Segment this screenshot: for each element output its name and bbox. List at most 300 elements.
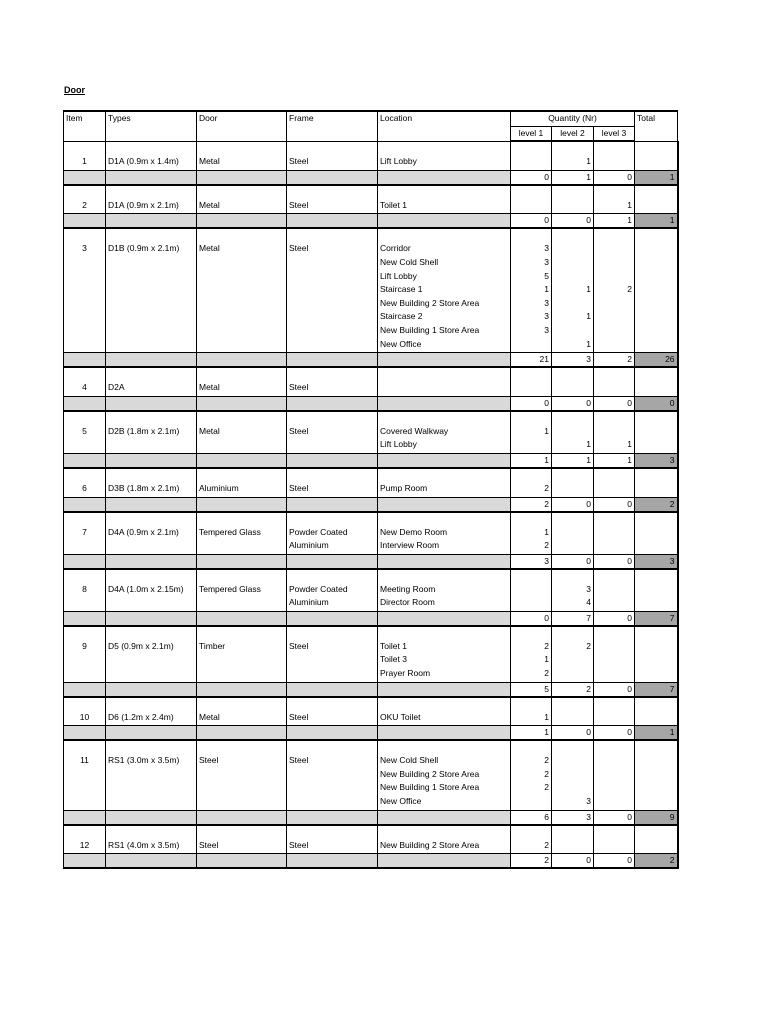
level-2-qty	[552, 411, 594, 454]
location-name: New Cold Shell	[380, 755, 439, 766]
subtotal-blank	[197, 353, 287, 368]
total-cell	[635, 411, 678, 454]
qty-value: 2	[544, 839, 549, 850]
qty-value	[596, 242, 632, 256]
location-list	[378, 468, 511, 497]
level-1-qty	[511, 411, 552, 454]
location-name: Toilet 1	[380, 199, 407, 210]
subtotal-total: 0	[635, 396, 678, 411]
subtotal-blank	[106, 726, 197, 741]
qty-value	[596, 768, 632, 782]
level-3-qty	[594, 512, 635, 555]
location-name: Staircase 1	[380, 284, 423, 295]
item-number: 3	[64, 228, 106, 352]
location-name: Meeting Room	[380, 583, 436, 594]
level-3-qty	[594, 411, 635, 454]
table-row	[64, 626, 678, 682]
subtotal-level-1: 6	[511, 810, 552, 825]
frame-material	[287, 468, 378, 497]
qty-value	[554, 482, 591, 496]
location-name: New Building 2 Store Area	[380, 297, 480, 308]
subtotal-row	[64, 453, 678, 468]
subtotal-level-3: 0	[594, 726, 635, 741]
qty-value: 2	[544, 668, 549, 679]
location-name: Lift Lobby	[380, 155, 417, 166]
subtotal-blank	[287, 453, 378, 468]
location-name: New Office	[380, 796, 422, 807]
subtotal-blank	[378, 611, 511, 626]
subtotal-blank	[287, 810, 378, 825]
subtotal-level-3: 0	[594, 554, 635, 569]
subtotal-total: 3	[635, 453, 678, 468]
qty-value: 1	[544, 425, 549, 436]
subtotal-level-1: 3	[511, 554, 552, 569]
subtotal-level-2: 1	[552, 170, 594, 185]
qty-value	[513, 438, 549, 452]
level-1-qty	[511, 697, 552, 726]
subtotal-blank	[106, 170, 197, 185]
subtotal-blank	[64, 170, 106, 185]
location-name: New Building 1 Store Area	[380, 324, 480, 335]
header-location: Location	[378, 111, 511, 141]
subtotal-blank	[197, 396, 287, 411]
subtotal-total: 1	[635, 214, 678, 229]
frame-line: Aluminium	[289, 597, 329, 608]
qty-value: 4	[586, 597, 591, 608]
qty-value	[596, 324, 632, 338]
header-level-2: level 2	[552, 126, 594, 141]
location-list	[378, 228, 511, 352]
total-cell	[635, 141, 678, 170]
qty-value	[554, 653, 591, 667]
level-2-qty	[552, 626, 594, 682]
total-cell	[635, 825, 678, 854]
qty-value	[554, 781, 591, 795]
location-name: Interview Room	[380, 540, 440, 551]
subtotal-blank	[197, 554, 287, 569]
subtotal-level-3: 0	[594, 497, 635, 512]
subtotal-row	[64, 554, 678, 569]
level-1-qty	[511, 468, 552, 497]
door-type: D1B (0.9m x 2.1m)	[106, 228, 197, 352]
door-material: Steel	[197, 740, 287, 810]
location-name: Director Room	[380, 597, 435, 608]
subtotal-level-1: 0	[511, 611, 552, 626]
location-list	[378, 512, 511, 555]
location-name: Prayer Room	[380, 668, 431, 679]
header-level-3: level 3	[594, 126, 635, 141]
qty-value	[596, 795, 632, 809]
subtotal-level-3: 0	[594, 396, 635, 411]
level-2-qty	[552, 569, 594, 612]
subtotal-blank	[64, 810, 106, 825]
level-1-qty	[511, 141, 552, 170]
subtotal-blank	[378, 682, 511, 697]
subtotal-blank	[287, 497, 378, 512]
subtotal-level-1: 0	[511, 170, 552, 185]
subtotal-total: 26	[635, 353, 678, 368]
qty-value: 1	[586, 311, 591, 322]
level-3-qty	[594, 185, 635, 214]
qty-value: 1	[586, 338, 591, 349]
subtotal-total: 7	[635, 682, 678, 697]
qty-value	[596, 297, 632, 311]
frame-material	[287, 825, 378, 854]
door-type: RS1 (3.0m x 3.5m)	[106, 740, 197, 810]
door-type: D3B (1.8m x 2.1m)	[106, 468, 197, 497]
subtotal-level-3: 1	[594, 453, 635, 468]
level-1-qty	[511, 228, 552, 352]
subtotal-level-3: 0	[594, 810, 635, 825]
qty-value: 3	[544, 324, 549, 335]
location-name: New Building 1 Store Area	[380, 782, 480, 793]
subtotal-level-2: 0	[552, 726, 594, 741]
qty-value	[596, 256, 632, 270]
table-row	[64, 697, 678, 726]
subtotal-level-2: 2	[552, 682, 594, 697]
subtotal-blank	[64, 396, 106, 411]
item-number: 10	[64, 697, 106, 726]
subtotal-blank	[197, 854, 287, 869]
door-type: D1A (0.9m x 2.1m)	[106, 185, 197, 214]
total-cell	[635, 740, 678, 810]
item-number: 2	[64, 185, 106, 214]
header-types: Types	[106, 111, 197, 141]
subtotal-level-1: 2	[511, 854, 552, 869]
qty-value	[513, 795, 549, 809]
qty-value	[596, 526, 632, 540]
table-row	[64, 468, 678, 497]
subtotal-level-3: 0	[594, 854, 635, 869]
door-type: D5 (0.9m x 2.1m)	[106, 626, 197, 682]
qty-value	[596, 539, 632, 553]
subtotal-level-2: 7	[552, 611, 594, 626]
header-quantity: Quantity (Nr)	[511, 111, 635, 126]
location-list	[378, 141, 511, 170]
subtotal-blank	[378, 497, 511, 512]
subtotal-blank	[197, 810, 287, 825]
location-name: Pump Room	[380, 482, 428, 493]
subtotal-blank	[197, 453, 287, 468]
qty-value: 1	[627, 439, 633, 450]
qty-value: 3	[586, 796, 591, 807]
door-material: Metal	[197, 697, 287, 726]
qty-value	[596, 482, 632, 496]
level-2-qty	[552, 825, 594, 854]
header-frame: Frame	[287, 111, 378, 141]
frame-line: Steel	[289, 425, 309, 436]
table-row	[64, 141, 678, 170]
level-2-qty	[552, 468, 594, 497]
subtotal-level-2: 0	[552, 554, 594, 569]
qty-value	[596, 653, 632, 667]
location-list	[378, 626, 511, 682]
qty-value: 1	[544, 711, 549, 722]
level-3-qty	[594, 141, 635, 170]
qty-value: 2	[544, 482, 549, 493]
qty-value: 5	[544, 270, 549, 281]
qty-value: 1	[544, 284, 549, 295]
qty-value	[596, 781, 632, 795]
frame-line: Steel	[289, 382, 309, 393]
level-1-qty	[511, 825, 552, 854]
item-number: 1	[64, 141, 106, 170]
table-row	[64, 512, 678, 555]
door-material: Metal	[197, 367, 287, 396]
qty-value	[554, 839, 591, 853]
qty-value: 2	[586, 640, 591, 651]
qty-value: 3	[544, 311, 549, 322]
qty-value	[596, 425, 632, 439]
header-total: Total	[635, 111, 678, 141]
subtotal-blank	[197, 726, 287, 741]
door-schedule-table	[63, 110, 679, 869]
subtotal-total: 1	[635, 170, 678, 185]
qty-value	[596, 310, 632, 324]
level-1-qty	[511, 626, 552, 682]
subtotal-blank	[378, 353, 511, 368]
subtotal-row	[64, 396, 678, 411]
subtotal-blank	[64, 854, 106, 869]
subtotal-blank	[64, 453, 106, 468]
frame-line: Steel	[289, 711, 309, 722]
door-material: Metal	[197, 411, 287, 454]
subtotal-blank	[197, 682, 287, 697]
frame-line: Steel	[289, 482, 309, 493]
qty-value	[554, 711, 591, 725]
subtotal-total: 3	[635, 554, 678, 569]
location-name: Corridor	[380, 243, 411, 254]
qty-value	[513, 338, 549, 352]
frame-material	[287, 512, 378, 555]
subtotal-level-3: 0	[594, 682, 635, 697]
subtotal-blank	[287, 854, 378, 869]
qty-value: 3	[544, 256, 549, 267]
qty-value	[596, 754, 632, 768]
qty-value: 2	[544, 755, 549, 766]
door-material: Metal	[197, 228, 287, 352]
subtotal-blank	[287, 726, 378, 741]
qty-value	[554, 242, 591, 256]
table-row	[64, 367, 678, 396]
subtotal-level-1: 0	[511, 214, 552, 229]
total-cell	[635, 569, 678, 612]
subtotal-blank	[197, 497, 287, 512]
item-number: 6	[64, 468, 106, 497]
subtotal-blank	[106, 214, 197, 229]
subtotal-level-2: 3	[552, 810, 594, 825]
level-3-qty	[594, 626, 635, 682]
location-list	[378, 697, 511, 726]
subtotal-row	[64, 810, 678, 825]
location-name: New Demo Room	[380, 526, 448, 537]
location-list	[378, 569, 511, 612]
header-door: Door	[197, 111, 287, 141]
total-cell	[635, 626, 678, 682]
qty-value	[554, 667, 591, 681]
qty-value	[554, 324, 591, 338]
qty-value	[513, 381, 549, 395]
qty-value	[596, 596, 632, 610]
frame-material	[287, 228, 378, 352]
item-number: 11	[64, 740, 106, 810]
qty-value	[554, 199, 591, 213]
subtotal-level-1: 0	[511, 396, 552, 411]
item-number: 12	[64, 825, 106, 854]
qty-value	[596, 155, 632, 169]
subtotal-level-3: 0	[594, 170, 635, 185]
qty-value	[596, 338, 632, 352]
item-number: 4	[64, 367, 106, 396]
door-type: RS1 (4.0m x 3.5m)	[106, 825, 197, 854]
level-3-qty	[594, 228, 635, 352]
qty-value	[596, 711, 632, 725]
location-name: Covered Walkway	[380, 425, 449, 436]
location-name: Lift Lobby	[380, 439, 417, 450]
level-1-qty	[511, 512, 552, 555]
frame-material	[287, 411, 378, 454]
qty-value	[554, 256, 591, 270]
location-list	[378, 185, 511, 214]
subtotal-blank	[106, 554, 197, 569]
location-list	[378, 367, 511, 396]
qty-value	[554, 425, 591, 439]
qty-value	[554, 754, 591, 768]
frame-material	[287, 697, 378, 726]
table-row	[64, 228, 678, 352]
total-cell	[635, 228, 678, 352]
subtotal-blank	[106, 396, 197, 411]
qty-value: 1	[544, 526, 549, 537]
subtotal-level-2: 0	[552, 214, 594, 229]
schedule-body	[64, 141, 678, 868]
header-item: Item	[64, 111, 106, 141]
table-row	[64, 185, 678, 214]
qty-value	[554, 539, 591, 553]
door-type: D2A	[106, 367, 197, 396]
level-2-qty	[552, 228, 594, 352]
subtotal-blank	[64, 353, 106, 368]
location-name	[380, 381, 508, 395]
level-2-qty	[552, 185, 594, 214]
subtotal-blank	[197, 214, 287, 229]
subtotal-blank	[378, 554, 511, 569]
subtotal-blank	[287, 396, 378, 411]
item-number: 9	[64, 626, 106, 682]
level-1-qty	[511, 185, 552, 214]
level-3-qty	[594, 697, 635, 726]
level-3-qty	[594, 740, 635, 810]
qty-value	[596, 839, 632, 853]
subtotal-level-3: 2	[594, 353, 635, 368]
level-2-qty	[552, 740, 594, 810]
subtotal-row	[64, 854, 678, 869]
subtotal-level-2: 3	[552, 353, 594, 368]
level-3-qty	[594, 569, 635, 612]
item-number: 5	[64, 411, 106, 454]
subtotal-blank	[378, 810, 511, 825]
qty-value	[554, 526, 591, 540]
header-level-1: level 1	[511, 126, 552, 141]
door-type: D6 (1.2m x 2.4m)	[106, 697, 197, 726]
door-material: Tempered Glass	[197, 512, 287, 555]
subtotal-level-1: 21	[511, 353, 552, 368]
frame-material	[287, 740, 378, 810]
subtotal-blank	[378, 396, 511, 411]
total-cell	[635, 697, 678, 726]
table-row	[64, 740, 678, 810]
frame-line: Steel	[289, 640, 309, 651]
door-material: Timber	[197, 626, 287, 682]
document-title: Door	[64, 85, 85, 95]
subtotal-blank	[287, 682, 378, 697]
subtotal-blank	[64, 497, 106, 512]
location-name: Toilet 3	[380, 654, 407, 665]
subtotal-blank	[378, 214, 511, 229]
subtotal-blank	[197, 170, 287, 185]
door-material: Metal	[197, 185, 287, 214]
subtotal-total: 1	[635, 726, 678, 741]
qty-value	[596, 270, 632, 284]
total-cell	[635, 512, 678, 555]
frame-material	[287, 569, 378, 612]
qty-value	[513, 155, 549, 169]
qty-value	[513, 583, 549, 597]
location-name: New Building 2 Store Area	[380, 768, 480, 779]
qty-value	[596, 381, 632, 395]
level-1-qty	[511, 740, 552, 810]
level-2-qty	[552, 697, 594, 726]
qty-value	[596, 640, 632, 654]
subtotal-level-2: 0	[552, 854, 594, 869]
subtotal-blank	[378, 453, 511, 468]
qty-value: 2	[627, 284, 633, 295]
qty-value	[513, 596, 549, 610]
frame-line: Steel	[289, 243, 309, 254]
location-name: OKU Toilet	[380, 711, 421, 722]
door-type: D2B (1.8m x 2.1m)	[106, 411, 197, 454]
frame-material	[287, 141, 378, 170]
subtotal-blank	[64, 554, 106, 569]
frame-material	[287, 185, 378, 214]
door-type: D1A (0.9m x 1.4m)	[106, 141, 197, 170]
door-material: Steel	[197, 825, 287, 854]
table-row	[64, 411, 678, 454]
location-name: New Cold Shell	[380, 256, 439, 267]
subtotal-blank	[378, 170, 511, 185]
qty-value: 1	[586, 284, 591, 295]
subtotal-blank	[287, 214, 378, 229]
qty-value: 1	[627, 199, 633, 210]
item-number: 7	[64, 512, 106, 555]
subtotal-row	[64, 170, 678, 185]
subtotal-blank	[287, 170, 378, 185]
qty-value: 1	[586, 156, 591, 167]
qty-value: 2	[544, 768, 549, 779]
door-material: Aluminium	[197, 468, 287, 497]
level-2-qty	[552, 512, 594, 555]
subtotal-row	[64, 214, 678, 229]
qty-value: 3	[544, 297, 549, 308]
qty-value	[513, 199, 549, 213]
subtotal-row	[64, 611, 678, 626]
qty-value: 1	[544, 654, 549, 665]
subtotal-row	[64, 726, 678, 741]
subtotal-blank	[287, 554, 378, 569]
location-name: Staircase 2	[380, 311, 423, 322]
level-1-qty	[511, 367, 552, 396]
frame-material	[287, 367, 378, 396]
